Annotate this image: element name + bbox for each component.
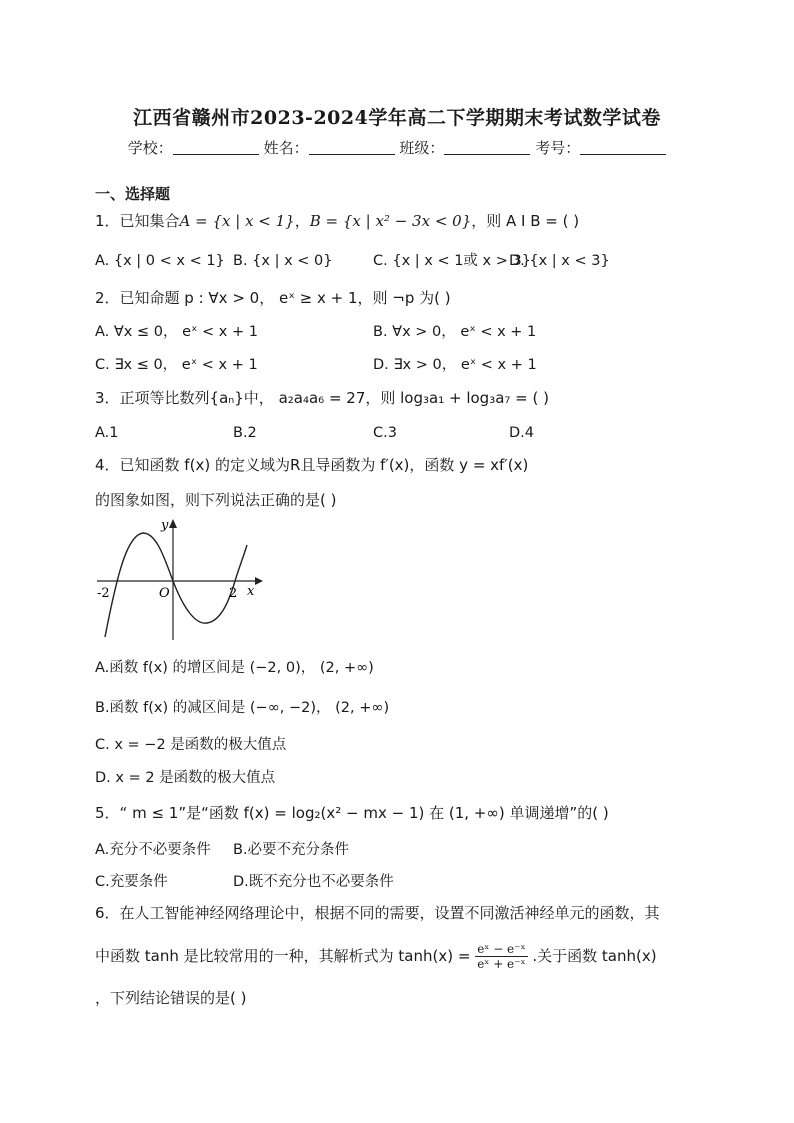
q5-option-c[interactable]: C.充要条件 <box>95 874 168 890</box>
q5-option-a[interactable]: A.充分不必要条件 <box>95 842 211 858</box>
q4-option-a[interactable]: A.函数 f(x) 的增区间是 (−2, 0)， (2, +∞) <box>95 660 374 676</box>
question-4-stem-line1: 4．已知函数 f(x) 的定义域为R且导函数为 f′(x)，函数 y = xf′(x) <box>95 456 529 474</box>
q2-option-d[interactable]: D. ∃x > 0， eˣ < x + 1 <box>373 357 537 373</box>
question-2-stem: 2．已知命题 p : ∀x > 0， eˣ ≥ x + 1，则 ¬p 为( ) <box>95 289 451 307</box>
set-b: B = {x | x² − 3x < 0} <box>309 212 472 230</box>
question-6-stem-line2: 中函数 tanh 是比较常用的一种，其解析式为 tanh(x) = $\frac{\text{eˣ − e⁻ˣ}}{\text{eˣ + e⁻ˣ}}$ .关于函数 tanh(x) <box>95 942 657 971</box>
name-blank[interactable] <box>309 140 395 155</box>
q3-option-c[interactable]: C.3 <box>373 425 397 441</box>
question-6-stem-line1: 6．在人工智能神经网络理论中，根据不同的需要，设置不同激活神经单元的函数，其 <box>95 904 660 922</box>
number-label: 考号： <box>535 139 581 157</box>
set-a: A = {x | x < 1} <box>179 212 295 230</box>
tanh-numerator: eˣ − e⁻ˣ <box>477 942 526 956</box>
question-3-stem: 3．正项等比数列{aₙ}中， a₂a₄a₆ = 27，则 log₃a₁ + log₃a₇ = ( ) <box>95 389 549 407</box>
name-label: 姓名： <box>263 139 309 157</box>
q5-option-b[interactable]: B.必要不充分条件 <box>233 842 350 858</box>
x-axis-arrow <box>255 577 263 585</box>
origin-label: O <box>159 586 170 601</box>
q4-function-graph <box>95 515 265 645</box>
q3-option-b[interactable]: B.2 <box>233 425 257 441</box>
y-axis-label: y <box>161 518 169 533</box>
q4-option-c[interactable]: C. x = −2 是函数的极大值点 <box>95 737 287 753</box>
school-blank[interactable] <box>173 140 259 155</box>
section-title: 一、选择题 <box>95 185 171 203</box>
tick-label-2: 2 <box>229 586 238 601</box>
class-label: 班级： <box>399 139 445 157</box>
q1-option-d[interactable]: D. {x | x < 3} <box>509 253 610 269</box>
q4-option-d[interactable]: D. x = 2 是函数的极大值点 <box>95 770 276 786</box>
q1-option-c[interactable]: C. {x | x < 1或 x > 3} <box>373 253 531 269</box>
question-5-stem: 5．“ m ≤ 1”是“函数 f(x) = log₂(x² − mx − 1) 在 (1, +∞) 单调递增”的( ) <box>95 804 609 822</box>
exam-title: 江西省赣州市2023-2024学年高二下学期期末考试数学试卷 <box>133 107 661 129</box>
q2-option-a[interactable]: A. ∀x ≤ 0， eˣ < x + 1 <box>95 324 258 340</box>
question-6-stem-line3: ，下列结论错误的是( ) <box>95 989 247 1007</box>
question-4-stem-line2: 的图象如图，则下列说法正确的是( ) <box>95 491 337 509</box>
number-blank[interactable] <box>580 140 666 155</box>
question-1-stem: 1．已知集合A = {x | x < 1}，B = {x | x² − 3x < 0}，则 A I B = ( ) <box>95 212 580 230</box>
class-blank[interactable] <box>444 140 530 155</box>
curve-y-xfprime <box>105 533 247 637</box>
x-axis-label: x <box>247 584 255 599</box>
q1-option-b[interactable]: B. {x | x < 0} <box>233 253 333 269</box>
tick-label-neg2: -2 <box>97 586 110 601</box>
q2-option-b[interactable]: B. ∀x > 0， eˣ < x + 1 <box>373 324 537 340</box>
q2-option-c[interactable]: C. ∃x ≤ 0， eˣ < x + 1 <box>95 357 258 373</box>
q3-option-d[interactable]: D.4 <box>509 425 534 441</box>
q4-option-b[interactable]: B.函数 f(x) 的减区间是 (−∞, −2)， (2, +∞) <box>95 700 390 716</box>
tanh-fraction <box>475 942 527 971</box>
student-info-line <box>0 137 794 158</box>
q3-option-a[interactable]: A.1 <box>95 425 119 441</box>
school-label: 学校： <box>127 139 173 157</box>
tanh-denominator: eˣ + e⁻ˣ <box>477 957 526 971</box>
q5-option-d[interactable]: D.既不充分也不必要条件 <box>233 874 394 890</box>
q1-option-a[interactable]: A. {x | 0 < x < 1} <box>95 253 225 269</box>
y-axis-arrow <box>169 519 177 528</box>
